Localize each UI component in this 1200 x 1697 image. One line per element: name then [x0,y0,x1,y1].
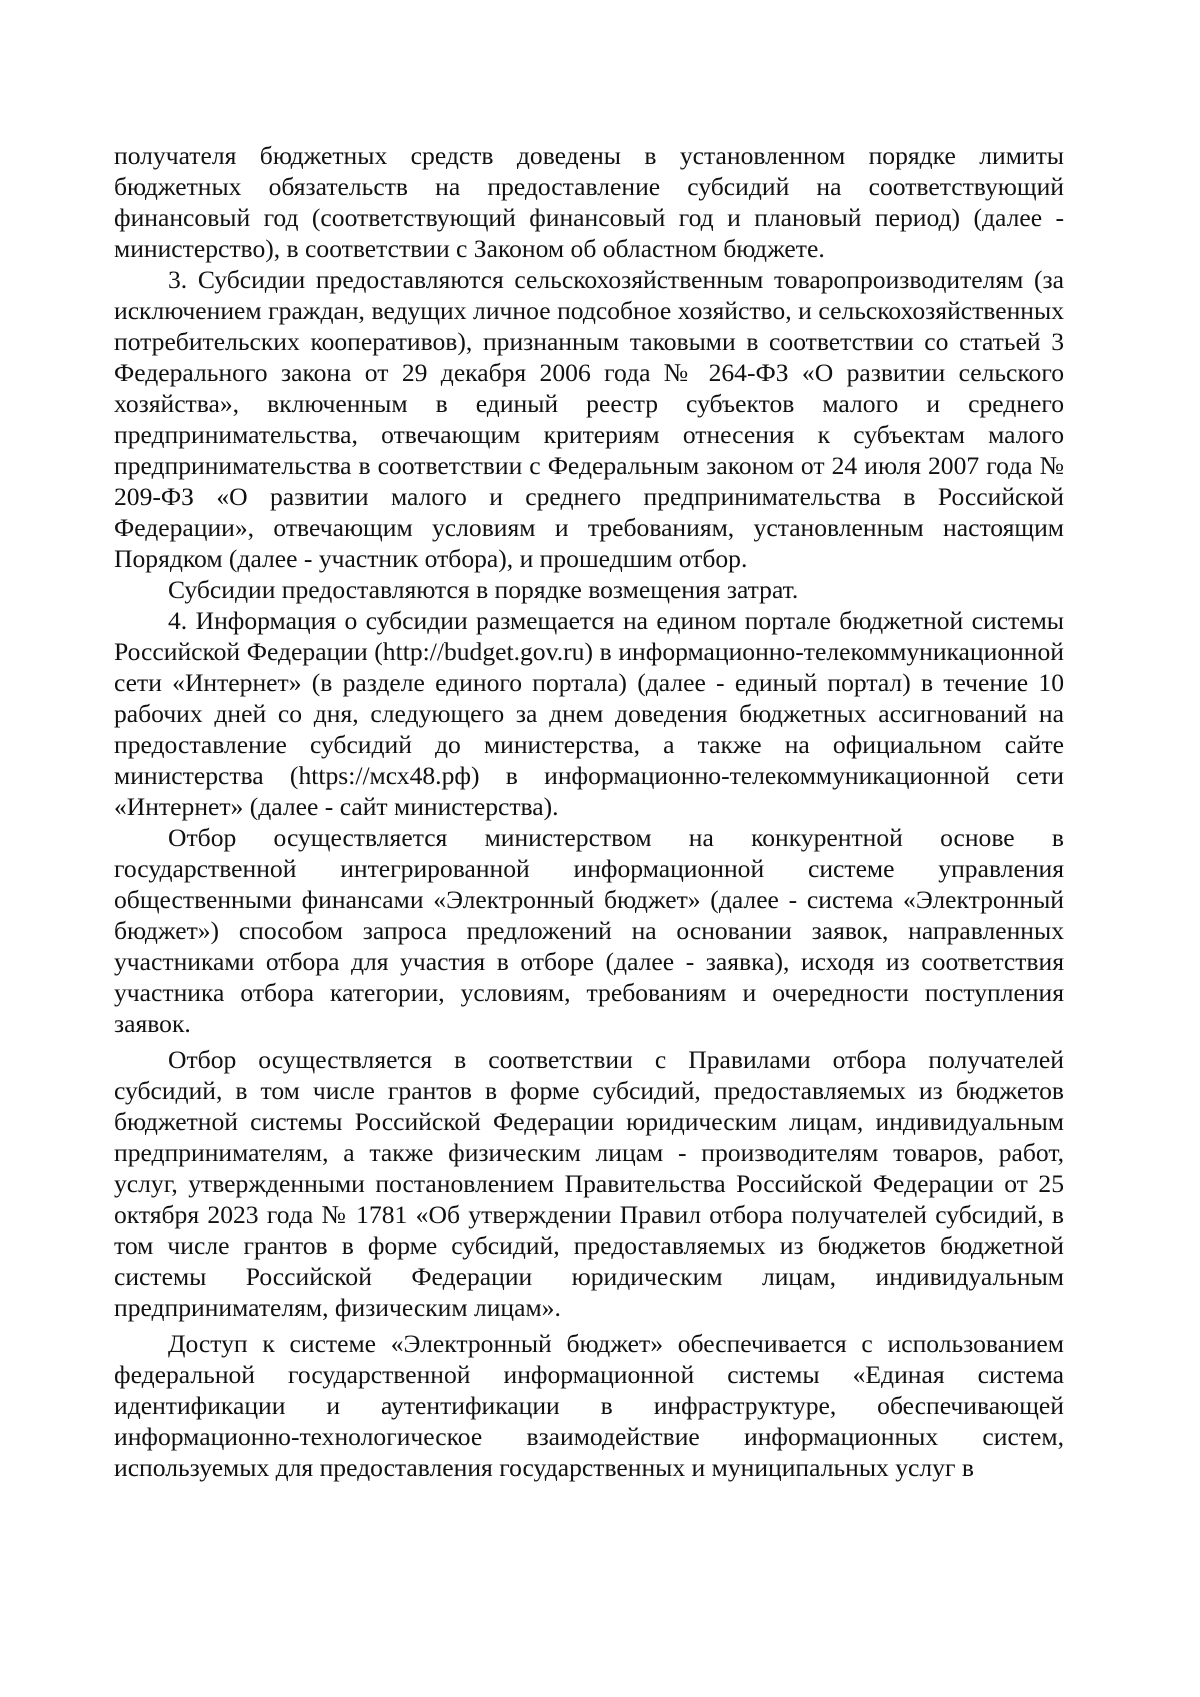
paragraph-selection-rules: Отбор осуществляется в соответствии с Правилами отбора получателей субсидий, в том числе грантов в форме субсидий, предоставляемых из бюджетов бюджетной системы Российской Федерации юридическим лицам, индивидуальным предпринимателям, а также физическим лицам - производителям товаров, работ, услуг, утвержденными постановлением Правительства Российской Федерации от 25 октября 2023 года № 1781 «Об утверждении Правил отбора получателей субсидий, в том числе грантов в форме субсидий, предоставляемых из бюджетов бюджетной системы Российской Федерации юридическим лицам, индивидуальным предпринимателям, физическим лицам». [114,1045,1064,1322]
paragraph-reimbursement: Субсидии предоставляются в порядке возмещения затрат. [168,575,799,604]
document-page [114,140,1064,1483]
paragraph-item-3: 3. Субсидии предоставляются сельскохозяйственным товаропроизводителям (за исключением граждан, ведущих личное подсобное хозяйство, и сельскохозяйственных потребительских кооперативов), признанным таковыми в соответствии со статьей 3 Федерального закона от 29 декабря 2006 года № 264-ФЗ «О развитии сельского хозяйства», включенным в единый реестр субъектов малого и среднего предпринимательства, отвечающим критериям отнесения к субъектам малого предпринимательства в соответствии с Федеральным законом от 24 июля 2007 года № 209-ФЗ «О развитии малого и среднего предпринимательства в Российской Федерации», отвечающим условиям и требованиям, установленным настоящим Порядком (далее - участник отбора), и прошедшим отбор. [114,265,1064,573]
paragraph-continuation: получателя бюджетных средств доведены в установленном порядке лимиты бюджетных обязательств на предоставление субсидий на соответствующий финансовый год (соответствующий финансовый год и плановый период) (далее - министерство), в соответствии с Законом об областном бюджете. [114,141,1064,263]
paragraph-item-4: 4. Информация о субсидии размещается на едином портале бюджетной системы Российской Федерации (http://budget.gov.ru) в информационно-телекоммуникационной сети «Интернет» (в разделе единого портала) (далее - единый портал) в течение 10 рабочих дней со дня, следующего за днем доведения бюджетных ассигнований на предоставление субсидий до министерства, а также на официальном сайте министерства (https://мсх48.рф) в информационно-телекоммуникационной сети «Интернет» (далее - сайт министерства). [114,606,1064,821]
paragraph-selection-method: Отбор осуществляется министерством на конкурентной основе в государственной интегрированной информационной системе управления общественными финансами «Электронный бюджет» (далее - система «Электронный бюджет») способом запроса предложений на основании заявок, направленных участниками отбора для участия в отборе (далее - заявка), исходя из соответствия участника отбора категории, условиям, требованиям и очередности поступления заявок. [114,823,1064,1038]
paragraph-system-access: Доступ к системе «Электронный бюджет» обеспечивается с использованием федеральной государственной информационной системы «Единая система идентификации и аутентификации в инфраструктуре, обеспечивающей информационно-технологическое взаимодействие информационных систем, используемых для предоставления государственных и муниципальных услуг в [114,1329,1064,1482]
